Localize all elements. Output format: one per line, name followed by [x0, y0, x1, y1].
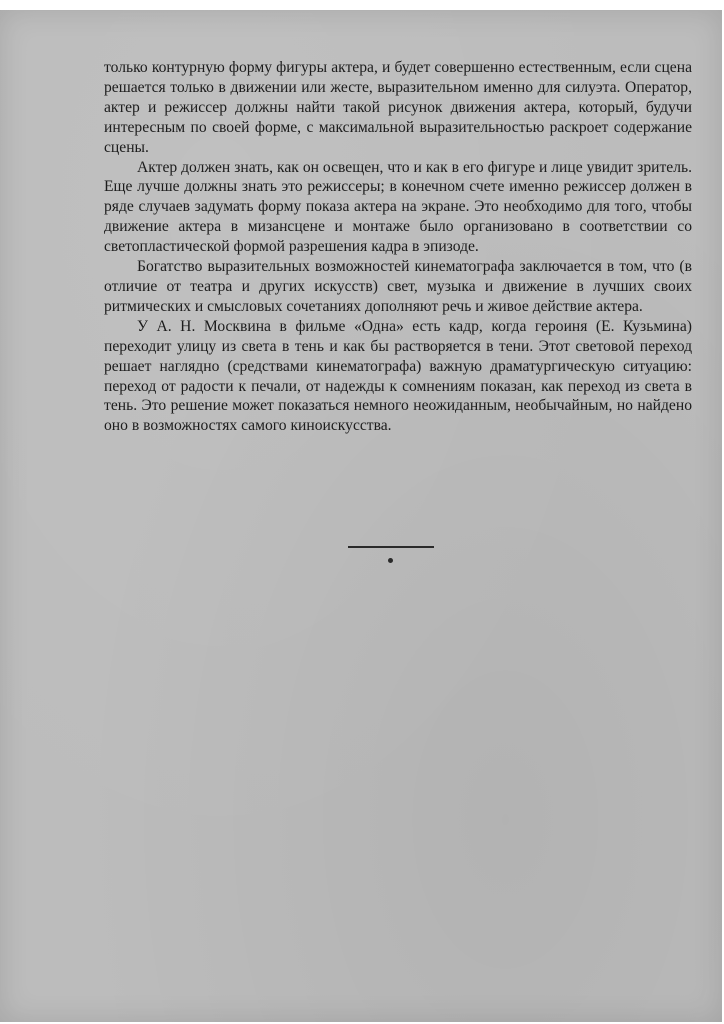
paragraph-moskvin-example: У А. Н. Москвина в фильме «Одна» есть кадр, когда героиня (Е. Кузьмина) переходит улицу из света в тень и как бы растворяется в тени. Этот световой переход решает наглядно (средствами кинематографа) важную драматургическую ситуацию: переход от радости к печали, от надежды к сомнениям показан, как переход из света в тень. Это решение может показаться немного неожиданным, необычайным, но найдено оно в возможностях самого киноискусства. — [104, 317, 692, 435]
paragraph-actor-lighting: Актер должен знать, как он освещен, что и как в его фигуре и лице увидит зритель. Еще лучше должны знать это режиссеры; в конечном счете именно режиссер должен в ряде случаев задумать форму показа актера на экране. Это необходимо для того, чтобы движение актера в мизансцене и монтаже было организовано в соответствии со светопластической формой разрешения кадра в эпизоде. — [104, 158, 692, 256]
body-text — [104, 58, 692, 436]
paragraph-continuation: только контурную форму фигуры актера, и будет совершенно естественным, если сцена решается только в движении или жесте, выразительном именно для силуэта. Оператор, актер и режиссер должны найти такой рисунок движения актера, который, будучи интересным по своей форме, с максимальной выразительностью раскроет содержание сцены. — [104, 59, 692, 156]
ornament-rule — [348, 546, 434, 548]
paragraph-cinema-richness: Богатство выразительных возможностей кинематографа заключается в том, что (в отличие от театра и других искусств) свет, музыка и движение в лучших своих ритмических и смысловых сочетаниях дополняют речь и живое действие актера. — [104, 258, 692, 315]
ornament-dot — [388, 558, 393, 563]
book-page — [0, 10, 722, 1022]
end-ornament — [348, 546, 434, 576]
